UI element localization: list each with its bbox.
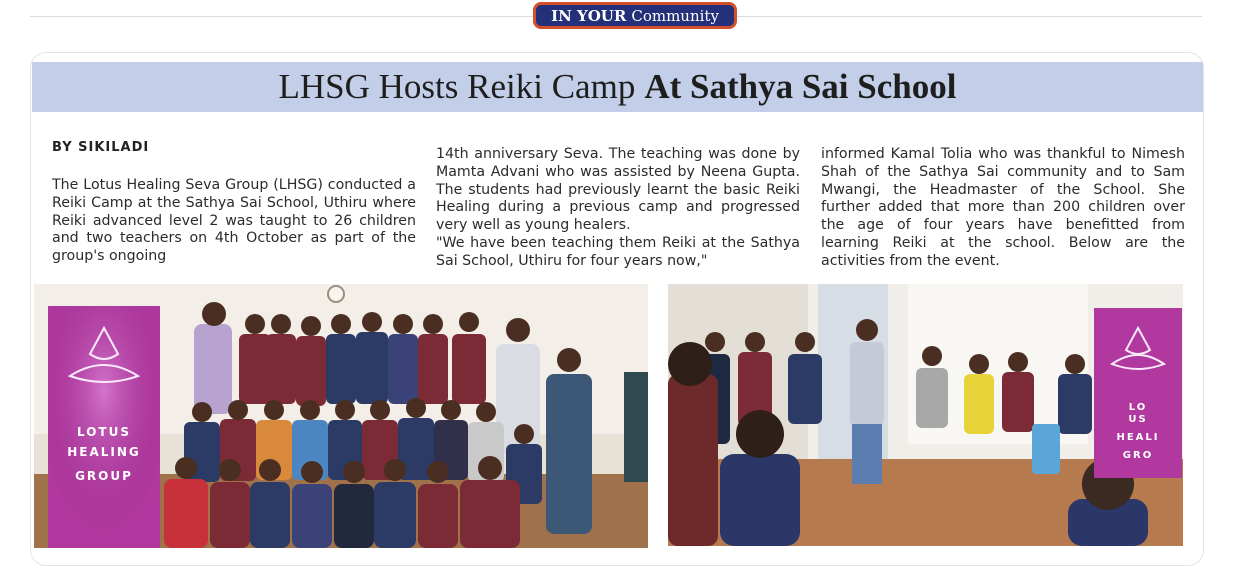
headline-light: LHSG Hosts Reiki Camp (278, 67, 636, 106)
group-photo-illustration (34, 284, 648, 548)
headline-bold: At Sathya Sai School (644, 67, 957, 106)
banner-text-line1: LOTUS (77, 425, 131, 439)
banner-text-line2: HEALING (67, 445, 141, 459)
paragraph: The Lotus Healing Seva Group (LHSG) conducted a Reiki Camp at the Sathya Sai School, Uthiru where Reiki advanced level 2 was taught to 26 children and two teachers on 4th October as part of the group's ongoing (52, 177, 416, 265)
banner-right-line2: US (1128, 414, 1148, 425)
section-badge (533, 2, 737, 29)
banner-right-line3: HEALI (1116, 432, 1160, 443)
banner-right-line1: LO (1128, 402, 1148, 413)
banner-right-line4: GRO (1122, 450, 1154, 461)
article-column-1 (52, 177, 416, 266)
group-photo (34, 284, 648, 548)
byline: BY SIKILADI (52, 140, 150, 155)
headline (32, 62, 1203, 112)
paragraph: "We have been teaching them Reiki at the Sathya Sai School, Uthiru for four years now," (436, 234, 800, 269)
section-badge-bold: IN YOUR (551, 6, 627, 25)
banner-text-line3: GROUP (75, 469, 133, 483)
article-column-3 (821, 146, 1185, 271)
article-column-2 (436, 146, 800, 271)
activity-photo-illustration (668, 284, 1183, 546)
section-badge-rest: Community (631, 6, 719, 25)
paragraph: 14th anniversary Seva. The teaching was done by Mamta Advani who was assisted by Neena Gupta. The students had previously learnt the basic Reiki Healing during a previous camp and progressed very well as young healers. (436, 146, 800, 234)
activity-photo (668, 284, 1183, 546)
paragraph: informed Kamal Tolia who was thankful to Nimesh Shah of the Sathya Sai community and to Sam Mwangi, the Headmaster of the School. She further added that more than 200 children over the age of four years have benefitted from learning Reiki at the school. Below are the activities from the event. (821, 146, 1185, 269)
